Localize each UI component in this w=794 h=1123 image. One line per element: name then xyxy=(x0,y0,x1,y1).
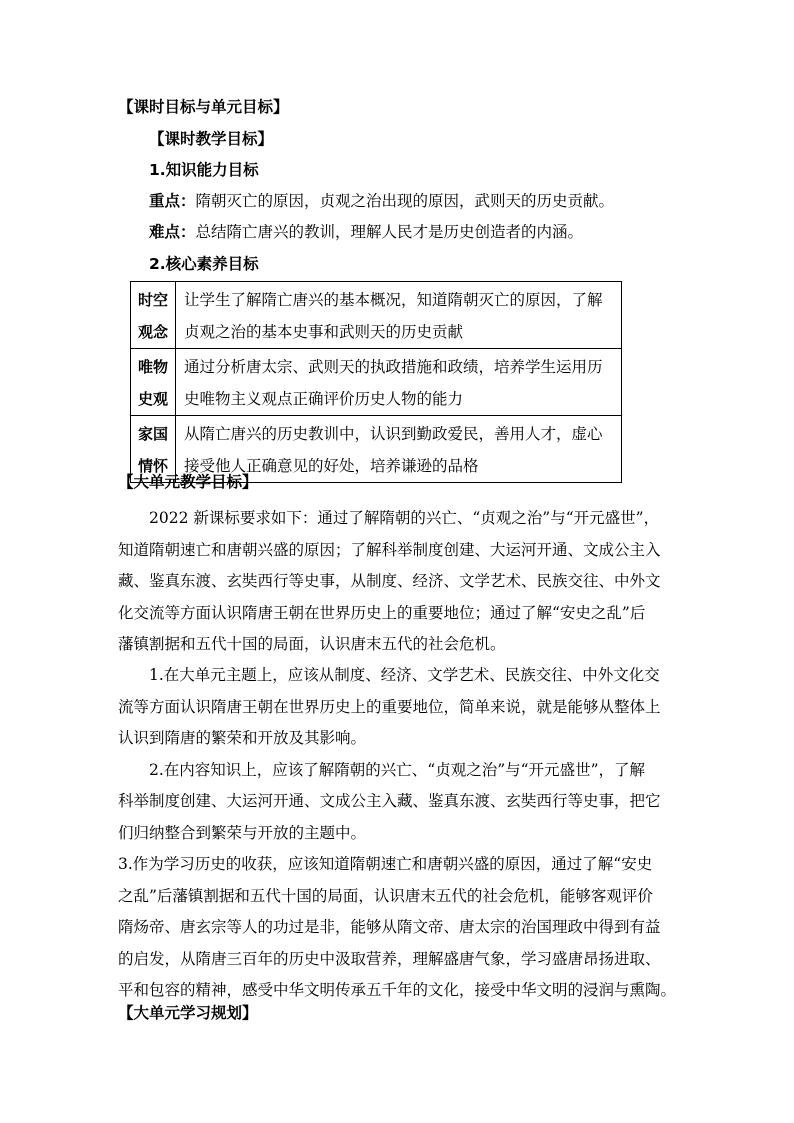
heading-lesson-teaching-goals: 【课时教学目标】 xyxy=(149,130,274,148)
difficult-point-text: 总结隋亡唐兴的教训，理解人民才是历史创造者的内涵。 xyxy=(195,223,584,241)
heading-unit-teaching-goals: 【大单元教学目标】 xyxy=(118,473,258,491)
literacy-content-spacetime: 让学生了解隋亡唐兴的基本概况，知道隋朝灭亡的原因，了解 贞观之治的基本史事和武则天的历史贡献 xyxy=(176,282,622,349)
unit-paragraph-line: 知道隋朝速亡和唐朝兴盛的原因；了解科举制度创建、大运河开通、文成公主入 xyxy=(118,541,661,559)
point2-line: 们归纳整合到繁荣与开放的主题中。 xyxy=(118,824,367,842)
literacy-label-materialism: 唯物 史观 xyxy=(131,349,176,416)
difficult-point-line xyxy=(149,222,583,242)
point3-line: 之乱”后藩镇割据和五代十国的局面，认识唐末五代的社会危机，能够客观评价 xyxy=(118,887,653,905)
core-literacy-table xyxy=(130,281,622,483)
point3-line: 的启发，从隋唐三百年的历史中汲取营养，理解盛唐气象，学习盛唐昂扬进取、 xyxy=(118,950,661,968)
key-point-line xyxy=(149,191,614,211)
point1-line: 流等方面认识隋唐王朝在世界历史上的重要地位，简单来说，就是能够从整体上 xyxy=(118,698,661,716)
point1-line: 认识到隋唐的繁荣和开放及其影响。 xyxy=(118,729,367,747)
knowledge-ability-title: 1.知识能力目标 xyxy=(149,161,259,179)
core-literacy-title: 2.核心素养目标 xyxy=(149,255,259,273)
point2-line: 2.在内容知识上，应该了解隋朝的兴亡、“贞观之治”与“开元盛世”，了解 xyxy=(149,761,645,779)
point3-line: 平和包容的精神，感受中华文明传承五千年的文化，接受中华文明的浸润与熏陶。 xyxy=(118,981,677,999)
literacy-content-patriotism: 从隋亡唐兴的历史教训中，认识到勤政爱民，善用人才，虚心 接受他人正确意见的好处，培养谦逊的品格 xyxy=(176,416,622,483)
key-point-label: 重点： xyxy=(149,192,196,210)
unit-paragraph-line: 藩镇割据和五代十国的局面，认识唐末五代的社会危机。 xyxy=(118,635,506,653)
point3-line: 隋炀帝、唐玄宗等人的功过是非，能够从隋文帝、唐太宗的治国理政中得到有益 xyxy=(118,918,661,936)
point1-line: 1.在大单元主题上，应该从制度、经济、文学艺术、民族交往、中外文化交 xyxy=(149,666,660,684)
literacy-content-materialism: 通过分析唐太宗、武则天的执政措施和政绩，培养学生运用历 史唯物主义观点正确评价历史人物的能力 xyxy=(176,349,622,416)
key-point-text: 隋朝灭亡的原因，贞观之治出现的原因，武则天的历史贡献。 xyxy=(195,192,615,210)
difficult-point-label: 难点： xyxy=(149,223,196,241)
unit-paragraph-line: 化交流等方面认识隋唐王朝在世界历史上的重要地位；通过了解“安史之乱”后 xyxy=(118,604,646,622)
unit-paragraph-line: 藏、鉴真东渡、玄奘西行等史事，从制度、经济、文学艺术、民族交往、中外文 xyxy=(118,572,661,590)
literacy-label-patriotism: 家国 情怀 xyxy=(131,416,176,483)
table-row xyxy=(131,349,622,416)
literacy-label-spacetime: 时空 观念 xyxy=(131,282,176,349)
table-row xyxy=(131,282,622,349)
unit-paragraph-line: 2022 新课标要求如下：通过了解隋朝的兴亡、“贞观之治”与“开元盛世”， xyxy=(149,509,660,527)
point3-line: 3.作为学习历史的收获，应该知道隋朝速亡和唐朝兴盛的原因，通过了解“安史 xyxy=(118,855,653,873)
point2-line: 科举制度创建、大运河开通、文成公主入藏、鉴真东渡、玄奘西行等史事，把它 xyxy=(118,792,661,810)
heading-lesson-unit-goals: 【课时目标与单元目标】 xyxy=(118,98,289,116)
heading-unit-learning-plan: 【大单元学习规划】 xyxy=(118,1004,258,1022)
